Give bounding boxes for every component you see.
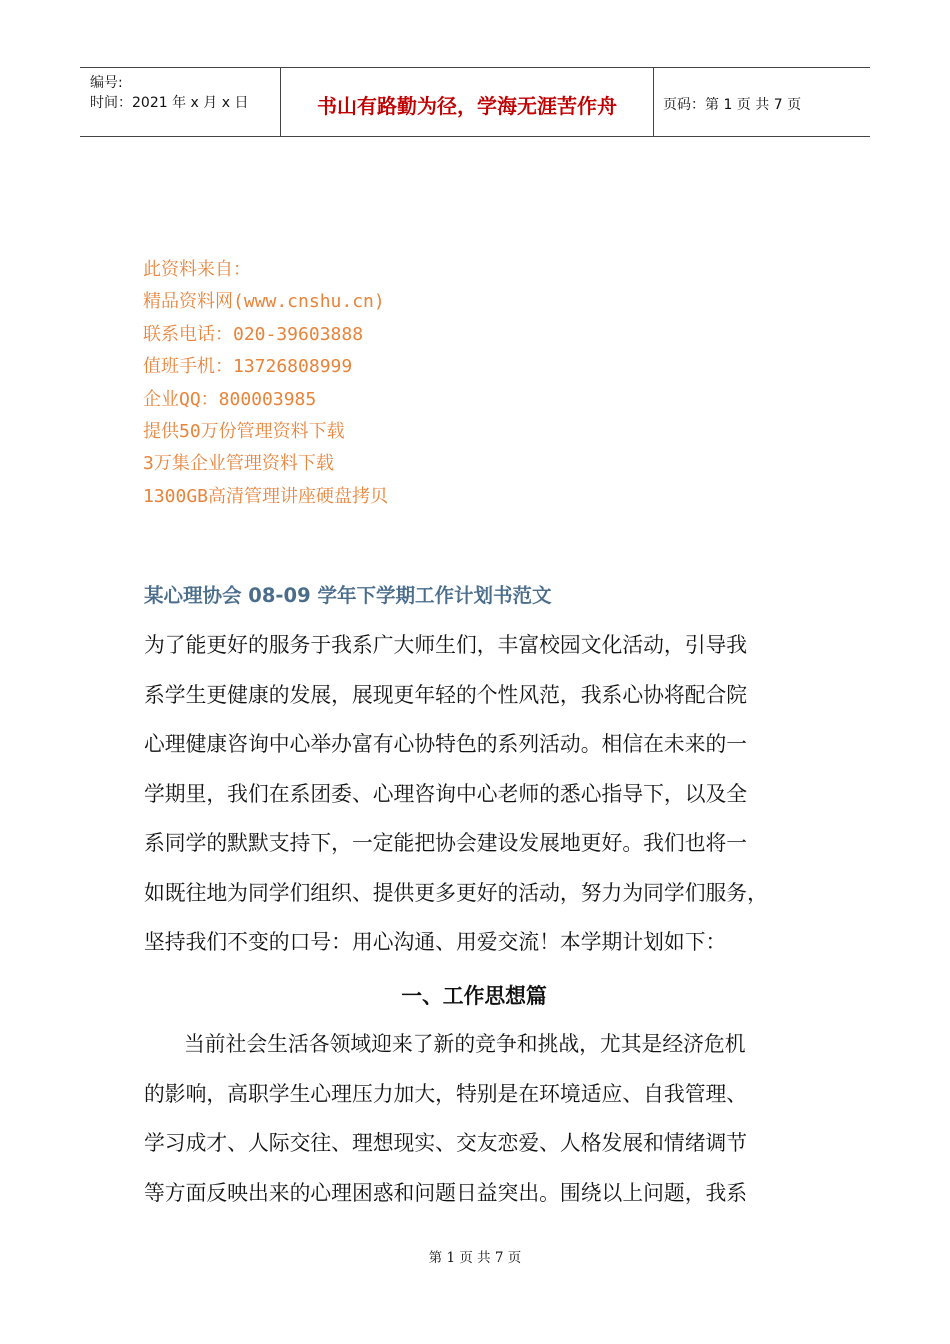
text-line: 为了能更好的服务于我系广大师生们，丰富校园文化活动，引导我: [144, 633, 748, 657]
text-line: 等方面反映出来的心理困惑和问题日益突出。围绕以上问题，我系: [144, 1180, 748, 1205]
section1-paragraph: [144, 1020, 804, 1218]
header-motto-cell: [281, 68, 654, 136]
source-line: 3万集企业管理资料下载: [143, 453, 334, 475]
intro-paragraph: [144, 621, 804, 968]
source-website: 精品资料网(www.cnshu.cn): [143, 291, 385, 313]
source-mobile: 值班手机：13726808999: [143, 356, 353, 378]
document-title: 某心理协会 08-09 学年下学期工作计划书范文: [144, 584, 552, 607]
text-line: 如既往地为同学们组织、提供更多更好的活动，努力为同学们服务，: [144, 880, 768, 905]
text-line: 当前社会生活各领域迎来了新的竞争和挑战，尤其是经济危机: [184, 1032, 746, 1056]
page-footer: 第 1 页 共 7 页: [428, 1250, 522, 1266]
number-label: 编号:: [90, 75, 123, 91]
motto: 书山有路勤为径，学海无涯苦作舟: [317, 94, 617, 118]
text-line: 系同学的默默支持下，一定能把协会建设发展地更好。我们也将一: [144, 831, 748, 855]
source-phone: 联系电话：020-39603888: [143, 323, 364, 345]
header-page-cell: [654, 68, 870, 136]
text-line: 的影响，高职学生心理压力加大，特别是在环境适应、自我管理、: [144, 1081, 748, 1106]
text-line: 系学生更健康的发展，展现更年轻的个性风范，我系心协将配合院: [144, 682, 748, 707]
source-info: [143, 254, 388, 513]
header-info-cell: [80, 68, 281, 136]
source-line: 1300GB高清管理讲座硬盘拷贝: [143, 485, 389, 507]
header-table: [80, 67, 870, 137]
source-qq: 企业QQ：800003985: [143, 388, 317, 410]
text-line: 坚持我们不变的口号：用心沟通、用爱交流！本学期计划如下：: [144, 930, 727, 954]
page-label: 页码：第 1 页 共 7 页: [663, 97, 802, 113]
text-line: 学习成才、人际交往、理想现实、交友恋爱、人格发展和情绪调节: [144, 1131, 748, 1155]
time-label: 时间：2021 年 x 月 x 日: [90, 95, 249, 111]
text-line: 学期里，我们在系团委、心理咨询中心老师的悉心指导下，以及全: [144, 781, 748, 806]
section-heading: 一、工作思想篇: [401, 983, 547, 1008]
source-line: 此资料来自：: [143, 259, 251, 280]
source-line: 提供50万份管理资料下载: [143, 421, 345, 443]
text-line: 心理健康咨询中心举办富有心协特色的系列活动。相信在未来的一: [144, 732, 748, 756]
